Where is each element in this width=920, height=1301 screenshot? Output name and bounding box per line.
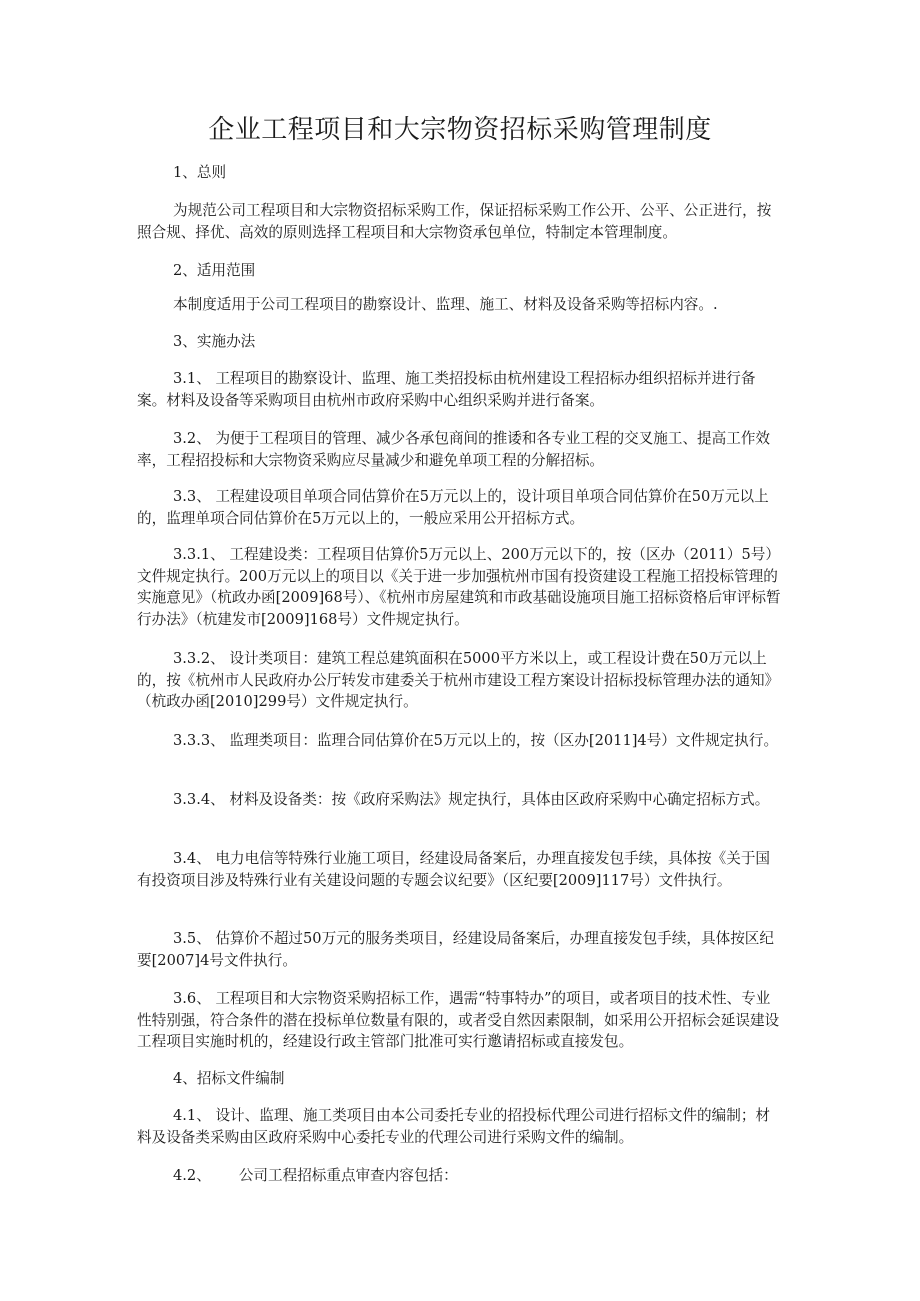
paragraph-3-4: 3.4、 电力电信等特殊行业施工项目，经建设局备案后，办理直接发包手续，具体按《关于国有投资项目涉及特殊行业有关建设问题的专题会议纪要》（区纪要[2009]117号）文件执行。: [137, 850, 771, 889]
paragraph-4-1: 4.1、 设计、监理、施工类项目由本公司委托专业的招投标代理公司进行招标文件的编制；材料及设备类采购由区政府采购中心委托专业的代理公司进行采购文件的编制。: [137, 1107, 771, 1146]
paragraph-3-3-4: 3.3.4、 材料及设备类：按《政府采购法》规定执行，具体由区政府采购中心确定招标方式。: [173, 791, 770, 808]
section-3-heading: 3、实施办法: [173, 333, 256, 350]
paragraph-3-1: 3.1、 工程项目的勘察设计、监理、施工类招投标由杭州建设工程招标办组织招标并进行备案。材料及设备等采购项目由杭州市政府采购中心组织采购并进行备案。: [137, 370, 756, 409]
paragraph-3-3-2: 3.3.2、 设计类项目：建筑工程总建筑面积在5000平方米以上，或工程设计费在50万元以上的，按《杭州市人民政府办公厅转发市建委关于杭州市建设工程方案设计招标投标管理办法的通知》（杭政办函[2010]299号）文件规定执行。: [137, 650, 780, 710]
paragraph-3-3-3: 3.3.3、 监理类项目：监理合同估算价在5万元以上的，按（区办[2011]4号）文件规定执行。: [173, 732, 779, 749]
section-4-heading: 4、招标文件编制: [173, 1070, 285, 1087]
section-2-heading: 2、适用范围: [173, 262, 256, 279]
paragraph-4-2-text: 公司工程招标重点审查内容包括：: [238, 1167, 458, 1184]
paragraph-3-3: 3.3、 工程建设项目单项合同估算价在5万元以上的，设计项目单项合同估算价在50万元以上的，监理单项合同估算价在5万元以上的，一般应采用公开招标方式。: [137, 488, 769, 527]
document-title: 企业工程项目和大宗物资招标采购管理制度: [208, 115, 712, 145]
paragraph-3-5: 3.5、 估算价不超过50万元的服务类项目，经建设局备案后，办理直接发包手续，具体按区纪要[2007]4号文件执行。: [137, 930, 774, 969]
section-1-body: 为规范公司工程项目和大宗物资招标采购工作，保证招标采购工作公开、公平、公正进行，按照合规、择优、高效的原则选择工程项目和大宗物资承包单位，特制定本管理制度。: [137, 202, 772, 241]
paragraph-3-2: 3.2、 为便于工程项目的管理、减少各承包商间的推诿和各专业工程的交叉施工、提高工作效率，工程招投标和大宗物资采购应尽量减少和避免单项工程的分解招标。: [137, 430, 771, 469]
paragraph-4-2: [173, 1165, 781, 1187]
section-1-heading: 1、总则: [173, 164, 227, 181]
paragraph-3-3-1: 3.3.1、 工程建设类：工程项目估算价5万元以上、200万元以下的，按（区办（2011）5号）文件规定执行。200万元以上的项目以《关于进一步加强杭州市国有投资建设工程施工招投标管理的实施意见》（杭政办函[2009]68号）、《杭州市房屋建筑和市政基础设施项目施工招标资格后审评标暂行办法》（杭建发市[2009]168号）文件规定执行。: [137, 546, 781, 628]
paragraph-3-6: 3.6、 工程项目和大宗物资采购招标工作，遇需“特事特办”的项目，或者项目的技术性、专业性特别强，符合条件的潜在投标单位数量有限的，或者受自然因素限制，如采用公开招标会延误建设工程项目实施时机的，经建设行政主管部门批准可实行邀请招标或直接发包。: [137, 990, 780, 1050]
paragraph-4-2-number: 4.2、: [173, 1167, 211, 1184]
section-2-body: 本制度适用于公司工程项目的勘察设计、监理、施工、材料及设备采购等招标内容。.: [173, 296, 718, 313]
